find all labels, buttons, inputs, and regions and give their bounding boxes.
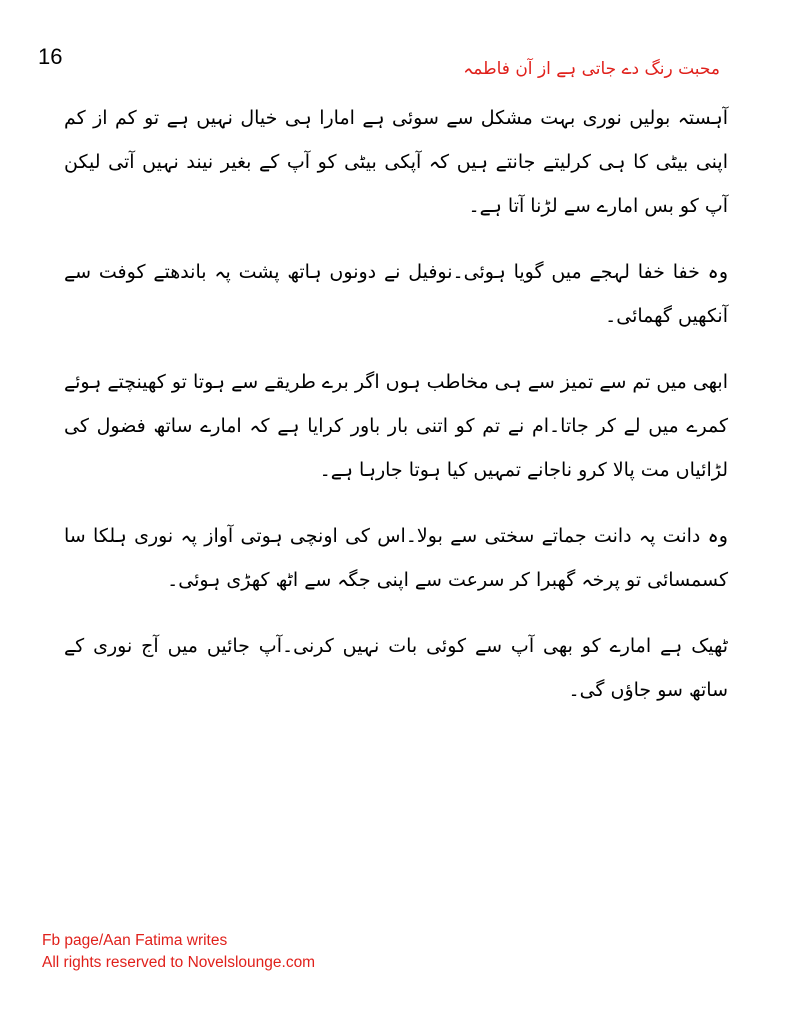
paragraph: ابھی میں تم سے تمیز سے ہی مخاطب ہوں اگر برے طریقے سے ہوتا تو کھینچتے ہوئے کمرے میں لے کر جاتا۔ام نے تم کو اتنی بار باور کرایا ہے کہ امارے ساتھ فضول کی لڑائیاں مت پالا کرو ناجانے تمہیں کیا ہوتا جارہا ہے۔: [64, 371, 728, 481]
paragraph: آہستہ بولیں نوری بہت مشکل سے سوئی ہے امارا ہی خیال نہیں ہے تو کم از کم اپنی بیٹی کا ہی کرلیتے جانتے ہیں کہ آپکی بیٹی کو آپ کے بغیر نیند نہیں آتی لیکن آپ کو بس امارے سے لڑنا آتا ہے۔: [64, 107, 728, 217]
page-number: 16: [38, 44, 63, 69]
paragraph: ٹھیک ہے امارے کو بھی آپ سے کوئی بات نہیں کرنی۔آپ جائیں میں آج نوری کے ساتھ سو جاؤں گی۔: [64, 635, 728, 701]
footer-rights-notice: All rights reserved to Novelslounge.com: [42, 954, 316, 971]
paragraph: وہ خفا خفا لہجے میں گویا ہوئی۔نوفیل نے دونوں ہاتھ پشت پہ باندھتے کوفت سے آنکھیں گھمائی۔: [64, 261, 728, 327]
body-text: [64, 96, 728, 734]
paragraph: وہ دانت پہ دانت جماتے سختی سے بولا۔اس کی اونچی ہوتی آواز پہ نوری ہلکا سا کسمسائی تو پرخہ گھبرا کر سرعت سے اپنی جگہ سے اٹھ کھڑی ہوئی۔: [64, 525, 728, 591]
footer-credits: [42, 930, 315, 974]
running-header-title: محبت رنگ دے جاتی ہے از آن فاطمہ: [463, 59, 720, 79]
footer-facebook-page: Fb page/Aan Fatima writes: [42, 932, 228, 949]
